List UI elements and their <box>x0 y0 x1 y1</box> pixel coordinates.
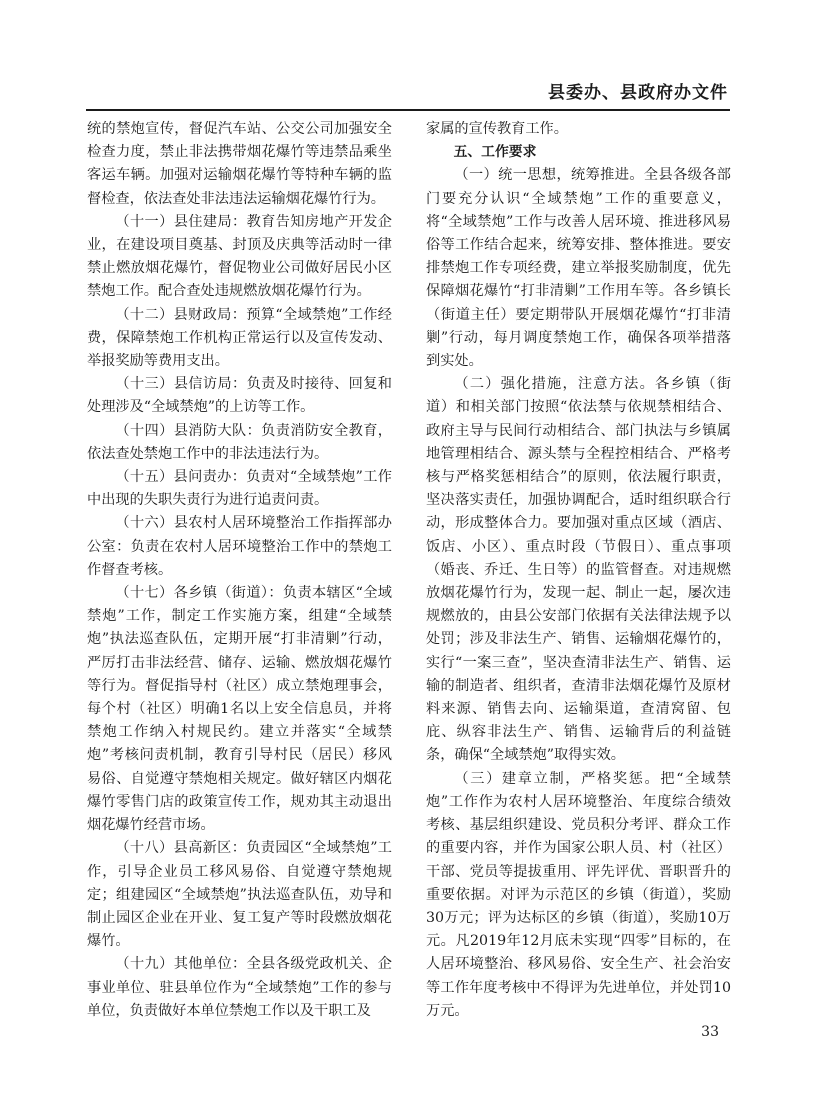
paragraph: （十三）县信访局：负责及时接待、回复和处理涉及“全域禁炮”的上访等工作。 <box>87 376 392 416</box>
right-column <box>426 118 731 1023</box>
paragraph: （十九）其他单位：全县各级党政机关、企事业单位、驻县单位作为“全域禁炮”工作的参与单位，负责做好本单位禁炮工作以及干职工及 <box>87 956 392 1019</box>
paragraph: 家属的宣传教育工作。 <box>426 121 568 137</box>
document-header-title: 县委办、县政府办文件 <box>548 83 728 103</box>
section-heading: 五、工作要求 <box>453 144 537 161</box>
paragraph: 统的禁炮宣传，督促汽车站、公交公司加强安全检查力度，禁止非法携带烟花爆竹等违禁品乘坐客运车辆。加强对运输烟花爆竹等特种车辆的监督检查，依法查处非法违法运输烟花爆竹行为。 <box>87 121 392 207</box>
paragraph: （十二）县财政局：预算“全域禁炮”工作经费，保障禁炮工作机构正常运行以及宣传发动、举报奖励等费用支出。 <box>87 306 392 370</box>
paragraph: （一）统一思想，统筹推进。全县各级各部门要充分认识“全域禁炮”工作的重要意义，将“全域禁炮”工作与改善人居环境、推进移风易俗等工作结合起来，统筹安排、整体推进。要安排禁炮工作专项经费，建立举报奖励制度，优先保障烟花爆竹“打非清剿”工作用车等。各乡镇长（街道主任）要定期带队开展烟花爆竹“打非清剿”行动，每月调度禁炮工作，确保各项举措落到实处。 <box>426 167 731 370</box>
paragraph: （二）强化措施，注意方法。各乡镇（街道）和相关部门按照“依法禁与依规禁相结合、政府主导与民间行动相结合、部门执法与乡镇属地管理相结合、源头禁与全程控相结合、严格考核与严格奖惩相结合”的原则，依法履行职责，坚决落实责任，加强协调配合，适时组织联合行动，形成整体合力。要加强对重点区域（酒店、饭店、小区）、重点时段（节假日）、重点事项（婚丧、乔迁、生日等）的监管督查。对违规燃放烟花爆竹行为，发现一起、制止一起，屡次违规燃放的，由县公安部门依据有关法律法规予以处罚；涉及非法生产、销售、运输烟花爆竹的，实行“一案三查”，坚决查清非法生产、销售、运输的制造者、组织者，查清非法烟花爆竹及原材料来源、销售去向、运输渠道，查清窝留、包庇、纵容非法生产、销售、运输背后的利益链条，确保“全域禁炮”取得实效。 <box>426 376 731 764</box>
page-number: 33 <box>701 1024 719 1040</box>
paragraph: （十八）县高新区：负责园区“全域禁炮”工作，引导企业员工移风易俗、自觉遵守禁炮规定；组建园区“全域禁炮”执法巡查队伍，劝导和制止园区企业在开业、复工复产等时段燃放烟花爆竹。 <box>87 840 392 950</box>
paragraph: （十五）县问责办：负责对“全域禁炮”工作中出现的失职失责行为进行追责问责。 <box>87 469 392 509</box>
paragraph: （十一）县住建局：教育告知房地产开发企业，在建设项目奠基、封顶及庆典等活动时一律禁止燃放烟花爆竹，督促物业公司做好居民小区禁炮工作。配合查处违规燃放烟花爆竹行为。 <box>87 213 392 300</box>
paragraph: （十七）各乡镇（街道）：负责本辖区“全域禁炮”工作，制定工作实施方案，组建“全域禁炮”执法巡查队伍，定期开展“打非清剿”行动，严厉打击非法经营、储存、运输、燃放烟花爆竹等行为。督促指导村（社区）成立禁炮理事会，每个村（社区）明确1名以上安全信息员，并将禁炮工作纳入村规民约。建立并落实“全域禁炮”考核问责机制，教育引导村民（居民）移风易俗、自觉遵守禁炮相关规定。做好辖区内烟花爆竹零售门店的政策宣传工作，规劝其主动退出烟花爆竹经营市场。 <box>87 585 392 834</box>
paragraph: （三）建章立制，严格奖惩。把“全域禁炮”工作作为农村人居环境整治、年度综合绩效考核、基层组织建设、党员积分考评、群众工作的重要内容，并作为国家公职人员、村（社区）干部、党员等提拔重用、评先评优、晋职晋升的重要依据。对评为示范区的乡镇（街道），奖励30万元；评为达标区的乡镇（街道），奖励10万元。凡2019年12月底未实现“四零”目标的，在人居环境整治、移风易俗、安全生产、社会治安等工作年度考核中不得评为先进单位，并处罚10万元。 <box>426 770 731 1019</box>
paragraph: （十四）县消防大队：负责消防安全教育，依法查处禁炮工作中的非法违法行为。 <box>87 422 392 462</box>
header-rule <box>86 109 730 111</box>
paragraph: （十六）县农村人居环境整治工作指挥部办公室：负责在农村人居环境整治工作中的禁炮工作督查考核。 <box>87 515 392 578</box>
left-column <box>87 118 392 1023</box>
